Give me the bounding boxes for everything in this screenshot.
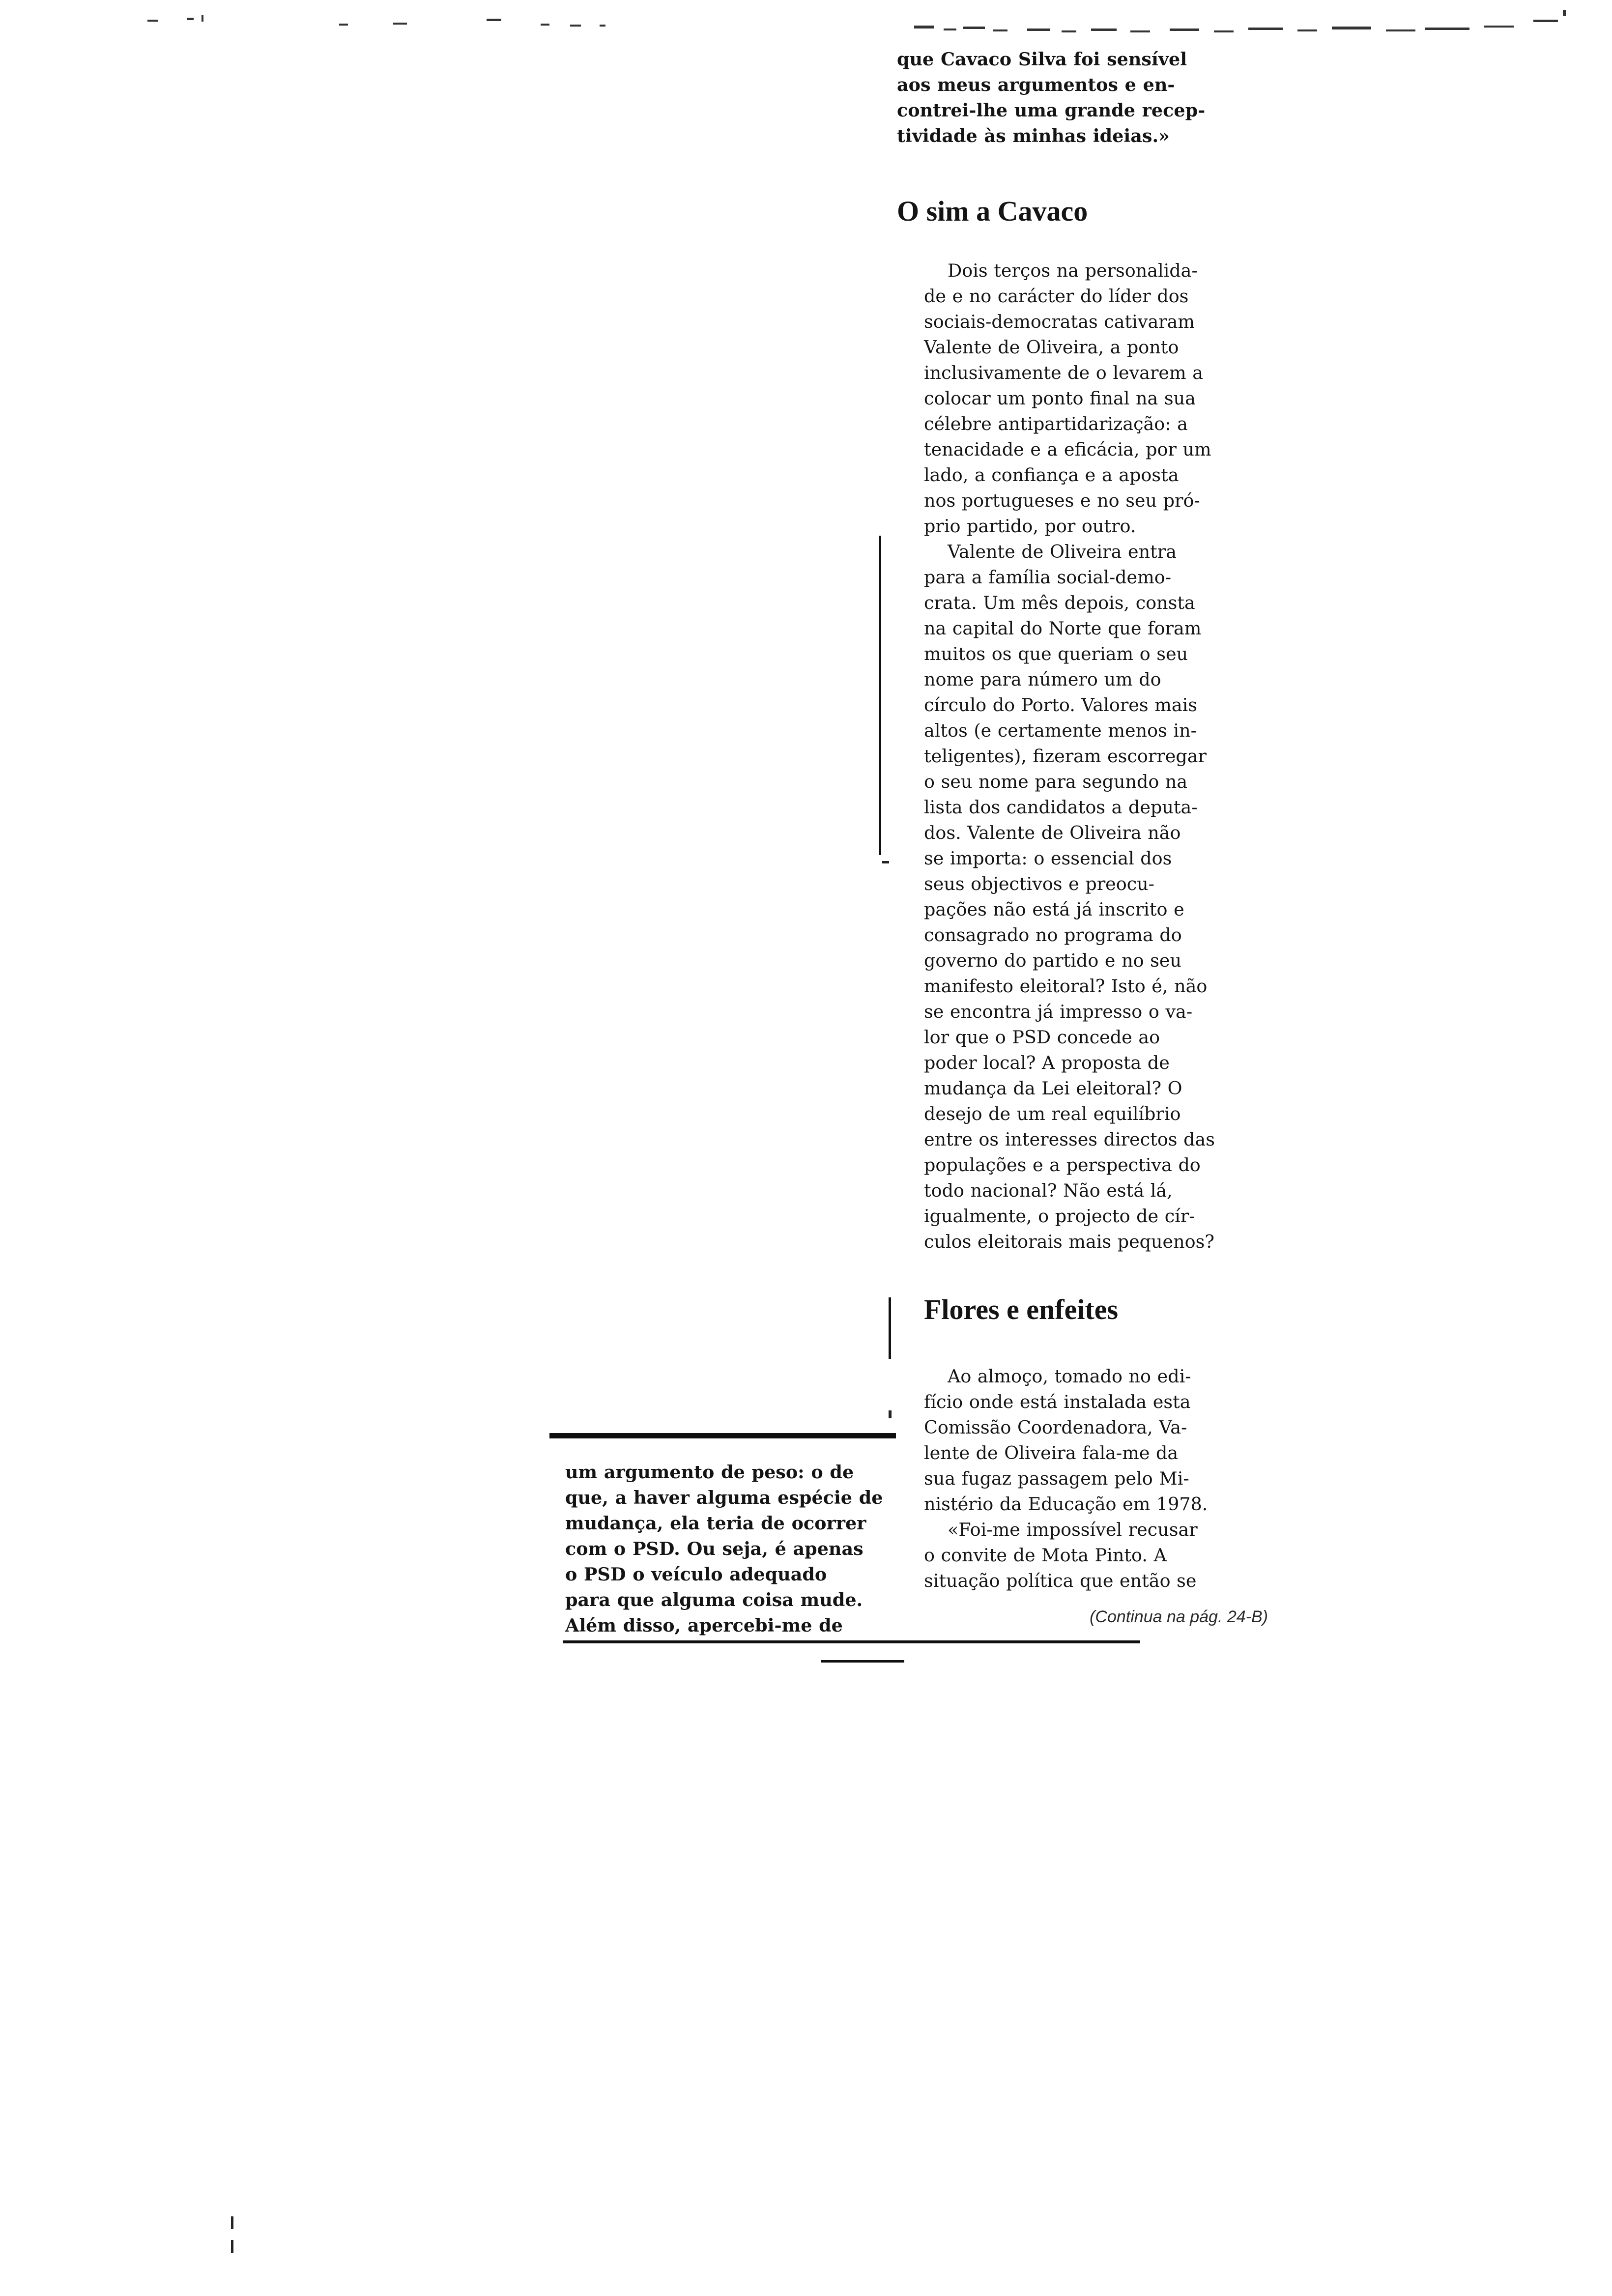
section-1-paragraph-2: Valente de Oliveira entra para a família social-demo- crata. Um mês depois, consta na capital do Norte que foram muitos os que queriam o seu nome para número um do círculo do Porto. Valores mais altos (e certamente menos in- teligentes), fizeram escorregar o seu nome para segundo na lista dos candidatos a deputa- dos. Valente de Oliveira não se importa: o essencial dos seus objectivos e preocu- pações não está já inscrito e consagrado no programa do governo do partido e no seu manifesto eleitoral? Isto é, não se encontra já impresso o va- lor que o PSD concede ao poder local? A proposta de mudança da Lei eleitoral? O desejo de um real equilíbrio entre os interesses directos das populações e a perspectiva do todo nacional? Não está lá, igualmente, o projecto de cír- culos eleitorais mais pequenos? <box>924 541 1215 1252</box>
section-2-paragraph-1: Ao almoço, tomado no edi- fício onde está instalada esta Comissão Coordenadora, Va- lente de Oliveira fala-me da sua fugaz passagem pelo Mi- nistério da Educação em 1978. <box>924 1366 1208 1515</box>
scan-speck <box>882 861 889 863</box>
margin-line <box>879 536 881 855</box>
section-1-body <box>924 258 1243 1255</box>
scan-noise-top <box>0 0 1612 44</box>
column-rule-bottom-short <box>821 1660 904 1663</box>
section-2-paragraph-2: «Foi-me impossível recusar o convite de Mota Pinto. A situação política que então se <box>924 1519 1198 1591</box>
section-heading-flores-e-enfeites: Flores e enfeites <box>924 1293 1119 1325</box>
scan-marks-bottom <box>231 2216 234 2256</box>
section-1-paragraph-1: Dois terços na personalida- de e no carácter do líder dos sociais-democratas cativaram Valente de Oliveira, a ponto inclusivamente de o levarem a colocar um ponto final na sua célebre antipartidarização: a tenacidade e a eficácia, por um lado, a confiança e a aposta nos portugueses e no seu pró- prio partido, por outro. <box>924 260 1211 537</box>
margin-line <box>889 1297 891 1359</box>
scan-speck <box>889 1410 892 1418</box>
column-rule-top <box>549 1433 896 1438</box>
intro-column <box>897 47 1236 149</box>
intro-paragraph: que Cavaco Silva foi sensível aos meus argumentos e en- contrei-lhe uma grande recep- tividade às minhas ideias.» <box>897 49 1206 146</box>
section-2-body <box>924 1364 1248 1594</box>
continuation-note: (Continua na pág. 24-B) <box>1090 1607 1268 1626</box>
left-column-paragraph: um argumento de peso: o de que, a haver alguma espécie de mudança, ela teria de ocorrer com o PSD. Ou seja, é apenas o PSD o veículo adequado para que alguma coisa mude. Além disso, apercebi-me de <box>565 1462 883 1636</box>
column-rule-bottom <box>563 1640 1140 1643</box>
section-heading-o-sim-a-cavaco: O sim a Cavaco <box>897 195 1088 227</box>
left-column <box>565 1460 894 1638</box>
